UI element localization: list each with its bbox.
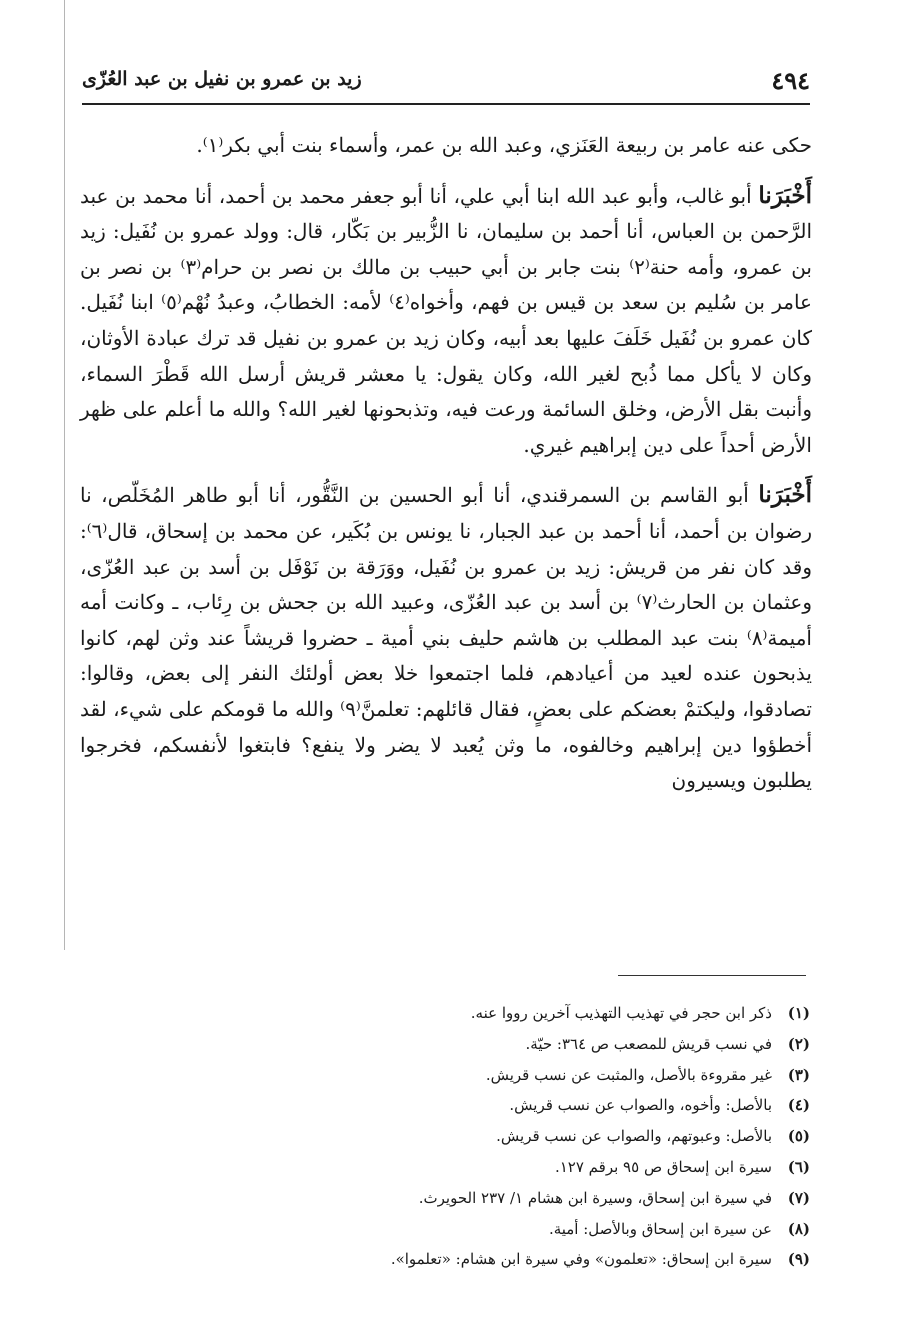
footnotes: [180, 998, 810, 1275]
header-rule: [82, 103, 810, 105]
footnote: [180, 998, 810, 1029]
footnote-number: (٤): [787, 1096, 810, 1115]
footnote-text: سيرة ابن إسحاق ص ٩٥ برقم ١٢٧.: [554, 1157, 772, 1176]
footnote-number: (٧): [787, 1188, 810, 1207]
footnote-text: بالأصل: وأخوه، والصواب عن نسب قريش.: [509, 1096, 772, 1115]
footnote-text: سيرة ابن إسحاق: «تعلمون» وفي سيرة ابن هشام: «تعلموا».: [390, 1250, 772, 1269]
footnote-number: (٦): [787, 1157, 810, 1176]
paragraph-text: أبو القاسم بن السمرقندي، أنا أبو الحسين بن النَّقُّور، أنا أبو طاهر المُخَلّص، نا رضوان بن أحمد، أنا أحمد بن عبد الجبار، نا يونس بن بُكَير، عن محمد بن إسحاق، قال⁽٦⁾: وقد كان نفر من قريش: زيد بن عمرو بن نُفَيل، ووَرَقة بن نَوْفَل بن أسد بن عبد العُزّى، وعثمان بن الحارث⁽٧⁾ بن أسد بن عبد العُزّى، وعبيد الله بن جحش بن رِئاب، ـ وكانت أمه أميمة⁽٨⁾ بنت عبد المطلب بن هاشم حليف بني أمية ـ حضروا قريشاً عند وثن لهم، كانوا يذبحون عنده لعيد من أعيادهم، فلما اجتمعوا خلا بعض أولئك النفر إلى بعض، وقالوا: تصادقوا، وليكتمْ بعضكم على بعضٍ، فقال قائلهم: تعلمنَّ⁽٩⁾ والله ما قومكم على شيء، لقد أخطؤوا دين إبراهيم وخالفوه، ما وثن يُعبد لا يضر ولا ينفع؟ فابتغوا لأنفسكم، فخرجوا يطلبون ويسيرون: [80, 483, 813, 793]
footnote-text: ذكر ابن حجر في تهذيب التهذيب آخرين رووا عنه.: [470, 1004, 772, 1022]
footnote-number: (١): [787, 1004, 810, 1022]
footnote: [180, 1090, 810, 1121]
paragraph-text: أبو غالب، وأبو عبد الله ابنا أبي علي، أنا أبو جعفر محمد بن أحمد، أنا محمد بن عبد الرَّحمن بن العباس، أنا أحمد بن سليمان، نا الزُّبير بن بَكّار، قال: وولد عمرو بن نُفَيل: زيد بن عمرو، وأمه حنة⁽٢⁾ بنت جابر بن أبي حبيب بن مالك بن نصر بن حرام⁽٣⁾ بن نصر بن عامر بن سُليم بن سعد بن قيس بن فهم، وأخواه⁽٤⁾ لأمه: الخطابُ، وعبدُ نُهْم⁽٥⁾ ابنا نُفَيل. كان عمرو بن نُفَيل خَلَفَ عليها بعد أبيه، وكان زيد بن عمرو بن نفيل قد ترك عبادة الأوثان، وكان لا يأكل مما ذُبح لغير الله، وكان يقول: يا معشر قريش أرسل الله قَطْرَ السماء، وأنبت بقل الأرض، وخلق السائمة ورعت فيه، وتذبحونها لغير الله؟ والله ما أعلم على ظهر الأرض أحداً على دين إبراهيم غيري.: [80, 183, 812, 457]
footnote-number: (٩): [787, 1250, 810, 1269]
footnote: [180, 1060, 810, 1091]
footnote-text: عن سيرة ابن إسحاق وبالأصل: أمية.: [548, 1219, 772, 1238]
footnote: [180, 1244, 810, 1275]
footnote-text: في نسب قريش للمصعب ص ٣٦٤: حيّة.: [525, 1034, 772, 1053]
paragraph: [80, 178, 812, 464]
footnote-number: (٣): [787, 1065, 810, 1084]
footnote-text: في سيرة ابن إسحاق، وسيرة ابن هشام ١/ ٢٣٧ الحويرث.: [418, 1188, 772, 1207]
binding-edge-line: [64, 0, 65, 950]
main-text: [80, 128, 812, 799]
footnote: [180, 1183, 810, 1214]
footnote-number: (٥): [787, 1127, 810, 1146]
paragraph: [80, 128, 812, 164]
footnote-text: غير مقروءة بالأصل، والمثبت عن نسب قريش.: [485, 1065, 772, 1084]
footnote-number: (٢): [787, 1034, 810, 1053]
footnote: [180, 1121, 810, 1152]
page-number: ٤٩٤: [771, 66, 810, 95]
running-title: زيد بن عمرو بن نفيل بن عبد العُزّى: [82, 68, 362, 90]
paragraph-text: حكى عنه عامر بن ربيعة العَنَزي، وعبد الله بن عمر، وأسماء بنت أبي بكر⁽١⁾.: [196, 133, 812, 157]
paragraph: [80, 477, 812, 798]
footnote-number: (٨): [787, 1219, 810, 1238]
footnote: [180, 1214, 810, 1245]
footnote: [180, 1029, 810, 1060]
footnote-text: بالأصل: وعبوتهم، والصواب عن نسب قريش.: [496, 1127, 772, 1146]
akhbarana-keyword: أَخْبَرَنا: [758, 181, 812, 209]
akhbarana-keyword: أَخْبَرَنا: [758, 481, 812, 509]
footnote-separator: [618, 975, 806, 976]
page-header: [82, 62, 810, 102]
footnote: [180, 1152, 810, 1183]
